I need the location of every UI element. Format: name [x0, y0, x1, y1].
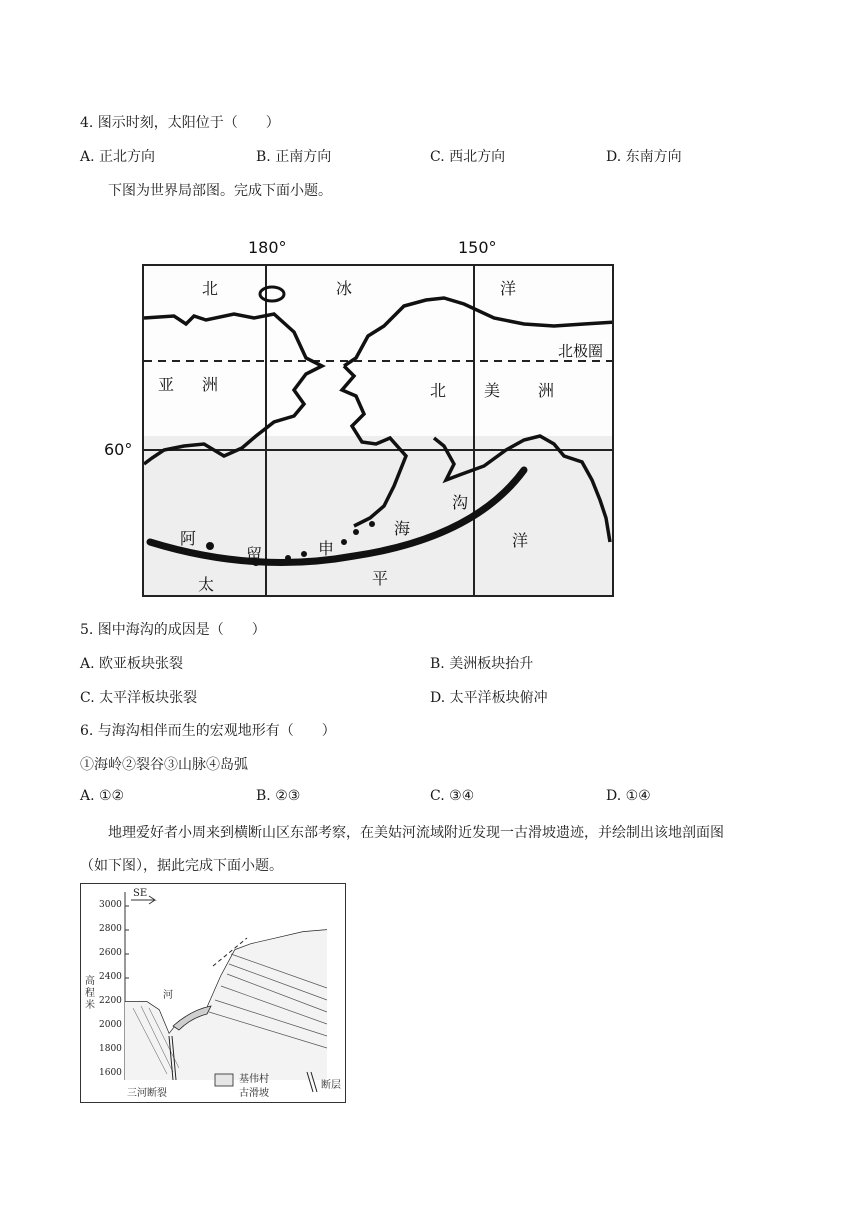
lon-150-label: 150°	[458, 238, 497, 257]
label-shen: 申	[318, 539, 335, 558]
profile-figure	[80, 883, 346, 1103]
label-liu: 留	[246, 545, 263, 564]
rock-mass	[125, 930, 327, 1080]
y-tick: 1800	[99, 1044, 122, 1054]
aleutian-island	[353, 529, 359, 535]
alaska-west-coast	[342, 366, 406, 526]
label-hai: 海	[394, 519, 411, 538]
q5-option-d: D. 太平洋板块俯冲	[430, 690, 548, 706]
label-gou: 沟	[452, 493, 469, 512]
world-map	[142, 264, 614, 597]
y-tick: 1600	[99, 1068, 122, 1078]
fault-name-label: 三河断裂	[127, 1088, 167, 1099]
river-label: 河	[163, 990, 173, 1001]
intro-profile-line1: 地理爱好者小周来到横断山区东部考察，在美姑河流域附近发现一古滑坡遗迹，并绘制出该地剖面图	[108, 825, 724, 841]
q5-option-a: A. 欧亚板块张裂	[80, 656, 184, 672]
q6-stem: 6. 与海沟相伴而生的宏观地形有（ ）	[80, 723, 336, 739]
q6-option-b: B. ②③	[256, 788, 301, 804]
legend-landslide-label-1: 基伟村	[239, 1074, 269, 1085]
legend-landslide-symbol	[215, 1074, 233, 1086]
q5-option-c: C. 太平洋板块张裂	[80, 690, 198, 706]
label-yang-south: 洋	[512, 531, 529, 550]
q4-option-a: A. 正北方向	[80, 149, 156, 165]
q4-option-d: D. 东南方向	[606, 149, 682, 165]
q6-option-d: D. ①④	[606, 788, 651, 804]
y-axis-label: 高程米	[85, 976, 95, 1011]
intro-map: 下图为世界局部图。完成下面小题。	[108, 183, 332, 199]
lon-180-label: 180°	[248, 238, 287, 257]
q6-sub: ①海岭②裂谷③山脉④岛弧	[80, 757, 248, 773]
y-tick: 2400	[99, 972, 122, 982]
aleutian-island	[369, 521, 375, 527]
y-tick: 2800	[99, 924, 122, 934]
legend-landslide-label-2: 古滑坡	[239, 1088, 269, 1099]
legend-fault-label: 断层	[321, 1080, 341, 1091]
q4-option-c: C. 西北方向	[430, 149, 506, 165]
y-tick: 2200	[99, 996, 122, 1006]
aleutian-trench	[150, 470, 524, 562]
y-tick: 3000	[99, 900, 122, 910]
label-bei-na: 北	[430, 381, 447, 400]
wrangel-island	[260, 287, 284, 301]
aleutian-island	[206, 542, 214, 550]
intro-profile-line2: （如下图），据此完成下面小题。	[80, 858, 283, 874]
map-drawing	[144, 266, 614, 597]
label-bei: 北	[202, 279, 219, 298]
label-ya: 亚	[158, 375, 175, 394]
label-tai: 太	[198, 575, 215, 594]
q5-option-b: B. 美洲板块抬升	[430, 656, 534, 672]
q6-option-c: C. ③④	[430, 788, 475, 804]
aleutian-island	[341, 539, 347, 545]
q5-stem: 5. 图中海沟的成因是（ ）	[80, 622, 266, 638]
label-bing: 冰	[336, 279, 353, 298]
label-zhou-asia: 洲	[202, 375, 219, 394]
y-tick: 2000	[99, 1020, 122, 1030]
y-tick: 2600	[99, 948, 122, 958]
label-a: 阿	[180, 529, 197, 548]
aleutian-island	[301, 551, 307, 557]
lat-60-label: 60°	[104, 440, 133, 459]
q4-stem: 4. 图示时刻，太阳位于（ ）	[80, 115, 280, 131]
q4-option-b: B. 正南方向	[256, 149, 332, 165]
label-zhou-na: 洲	[538, 381, 555, 400]
label-yang-north: 洋	[500, 279, 517, 298]
arctic-circle-label: 北极圈	[558, 342, 604, 360]
label-ping: 平	[372, 569, 389, 588]
label-mei: 美	[484, 381, 501, 400]
direction-label: SE	[133, 888, 148, 899]
q6-option-a: A. ①②	[80, 788, 125, 804]
